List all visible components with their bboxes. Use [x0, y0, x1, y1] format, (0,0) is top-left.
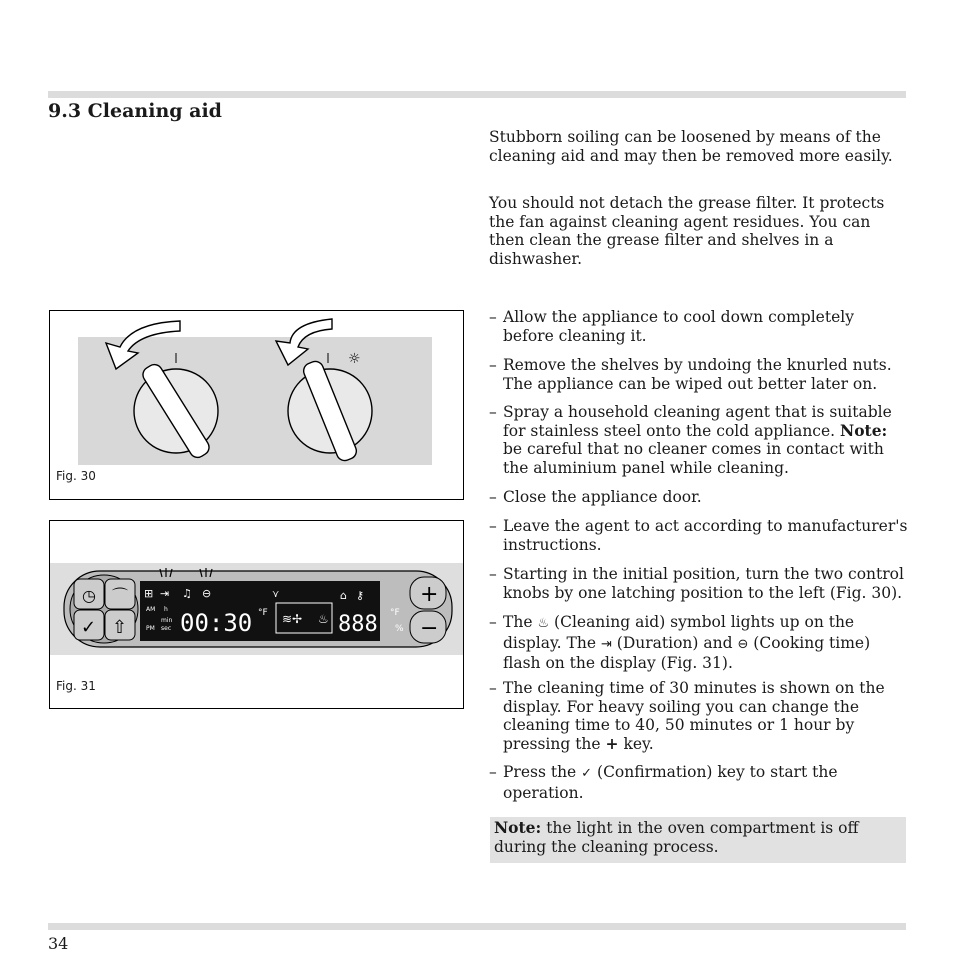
heat-curve-icon: ⌒: [112, 586, 129, 605]
figure-30-caption: Fig. 30: [56, 469, 96, 483]
note-box-label: Note:: [494, 818, 542, 837]
plus-icon: +: [420, 582, 439, 607]
step-3: – Spray a household cleaning agent that is suitable for stainless steel onto the cold appliance. Note: be careful that no cleaner comes in contact with the aluminium panel while cleaning.: [489, 403, 892, 477]
cleaning-aid-display-icon: ♨: [318, 612, 329, 626]
percent-label: %: [395, 624, 404, 634]
unit-f-label: °F: [258, 608, 268, 618]
key-icon: ⚷: [356, 589, 365, 602]
intro-paragraph-2: You should not detach the grease filter. It protects the fan against cleaning agent residues. You can then clean the grease filter and shelves in a dishwasher.: [489, 194, 885, 268]
step-7: – The ♨ (Cleaning aid) symbol lights up on the display. The ⇥ (Duration) and ⊖ (Cooking time) flash on the display (Fig. 31).: [489, 613, 871, 672]
duration-display-icon: ⇥: [160, 587, 170, 600]
light-icon: ☼: [348, 351, 361, 367]
clock-icon: ◷: [82, 586, 96, 605]
step-4: – Close the appliance door.: [489, 488, 702, 506]
bell-icon: ♫: [182, 587, 192, 600]
unit-f-label-2: °F: [390, 608, 400, 618]
sec-label: sec: [161, 625, 172, 632]
min-label: min: [161, 617, 173, 624]
minus-icon: −: [420, 616, 439, 641]
section-heading: 9.3 Cleaning aid: [48, 100, 222, 122]
step-8: – The cleaning time of 30 minutes is shown on the display. For heavy soiling you can change the cleaning time to 40, 50 minutes or 1 hour by pressing the + key.: [489, 679, 885, 753]
plus-key-symbol: +: [605, 733, 619, 753]
cleaning-aid-icon: ♨: [537, 616, 550, 631]
note-box: [490, 817, 906, 863]
h-label: h: [164, 606, 168, 613]
cooking-time-icon: ⊖: [737, 636, 749, 652]
display-time: 00:30: [180, 609, 253, 637]
home-icon: ⌂: [340, 589, 347, 602]
oven-icon: ⊞: [144, 587, 154, 600]
step-1: – Allow the appliance to cool down completely before cleaning it.: [489, 308, 854, 345]
control-panel-illustration: [50, 521, 463, 708]
display-digits: 888: [338, 612, 378, 637]
cooking-time-display-icon: ⊖: [202, 587, 212, 600]
check-icon: ✓: [581, 766, 593, 781]
fan-icon: ≋✢: [282, 612, 303, 626]
figure-31: [49, 520, 464, 709]
page-number: 34: [48, 934, 69, 953]
bottom-rule: [48, 923, 906, 930]
duration-icon: ⇥: [600, 636, 612, 652]
note-box-text: the light in the oven compartment is off during the cleaning process.: [494, 819, 859, 856]
note-label: Note:: [840, 420, 888, 440]
knobs-illustration: [50, 311, 463, 499]
intro-paragraph-1: Stubborn soiling can be loosened by means of the cleaning aid and may then be removed more easily.: [489, 128, 893, 165]
step-2: – Remove the shelves by undoing the knurled nuts. The appliance can be wiped out better later on.: [489, 356, 892, 393]
step-6: – Starting in the initial position, turn the two control knobs by one latching position to the left (Fig. 30).: [489, 565, 904, 602]
up-arrow-icon: ⇧: [112, 617, 128, 638]
am-label: AM: [146, 606, 156, 613]
figure-31-caption: Fig. 31: [56, 679, 96, 693]
step-5: – Leave the agent to act according to manufacturer's instructions.: [489, 517, 908, 554]
figure-30: [49, 310, 464, 500]
grill-icon: ⋎: [272, 589, 280, 600]
step-9: – Press the ✓ (Confirmation) key to start the operation.: [489, 763, 838, 802]
checkmark-icon: ✓: [81, 617, 97, 638]
pm-label: PM: [146, 625, 155, 632]
top-rule: [48, 91, 906, 98]
